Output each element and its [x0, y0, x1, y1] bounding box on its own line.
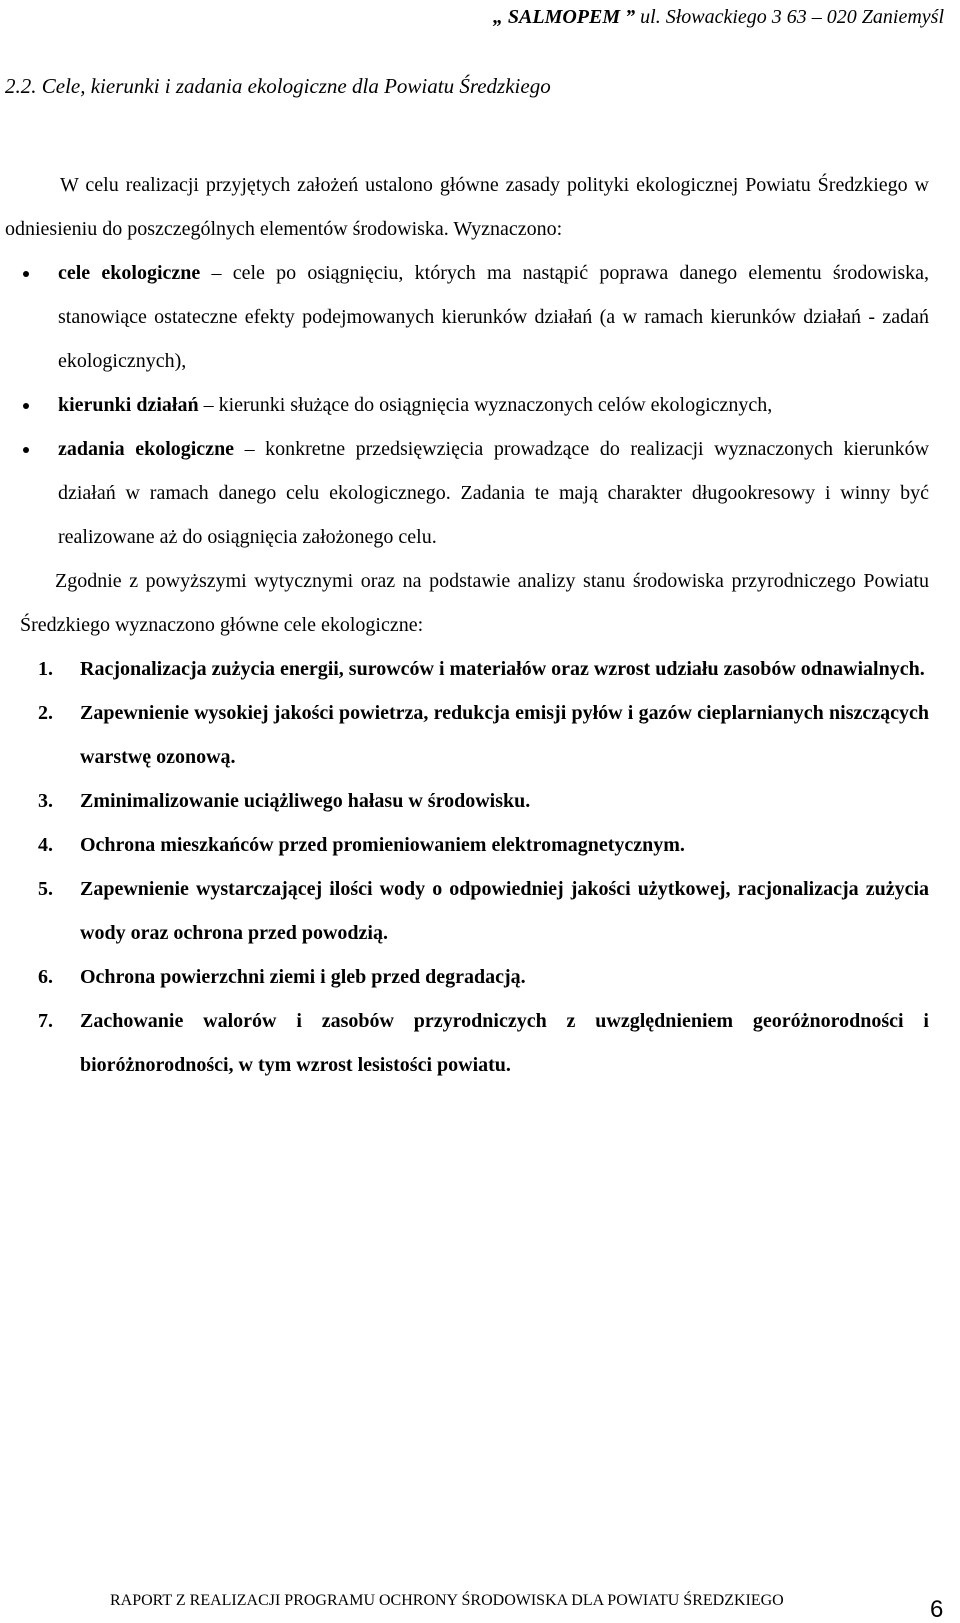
page-number: 6 [930, 1596, 944, 1623]
goal-item [5, 691, 929, 779]
goal-number: 2. [38, 702, 53, 724]
goal-text: Zminimalizowanie uciążliwego hałasu w środowisku. [80, 790, 531, 812]
definitions-list [5, 251, 929, 559]
document-body [5, 163, 929, 1087]
definition-term: zadania ekologiczne [58, 438, 235, 460]
goal-text: Zapewnienie wystarczającej ilości wody o odpowiedniej jakości użytkowej, racjonalizacja zużycia wody oraz ochrona przed powodzią. [80, 878, 929, 944]
goal-item [5, 647, 929, 691]
goal-number: 7. [38, 1010, 53, 1032]
goal-text: Zachowanie walorów i zasobów przyrodniczych z uwzględnieniem georóżnorodności i bioróżnorodności, w tym wzrost lesistości powiatu. [80, 1010, 929, 1076]
goal-text: Racjonalizacja zużycia energii, surowców i materiałów oraz wzrost udziału zasobów odnawialnych. [80, 658, 925, 680]
section-title: 2.2. Cele, kierunki i zadania ekologiczne dla Powiatu Średzkiego [5, 74, 551, 98]
definition-text: – konkretne przedsięwzięcia prowadzące do realizacji wyznaczonych kierunków działań w ramach danego celu ekologicznego. Zadania te mają charakter długookresowy i winny być realizowane aż do osiągnięcia założonego celu. [58, 438, 930, 548]
definition-text: – kierunki służące do osiągnięcia wyznaczonych celów ekologicznych, [198, 394, 773, 416]
goal-number: 1. [38, 658, 53, 680]
page-footer: RAPORT Z REALIZACJI PROGRAMU OCHRONY ŚRODOWISKA DLA POWIATU ŚREDZKIEGO [110, 1592, 784, 1609]
goal-item [5, 955, 929, 999]
definition-item [5, 427, 929, 559]
intro-paragraph: W celu realizacji przyjętych założeń ustalono główne zasady polityki ekologicznej Powiatu Średzkiego w odniesieniu do poszczególnych elementów środowiska. Wyznaczono: [5, 174, 929, 240]
company-address: ul. Słowackiego 3 63 – 020 Zaniemyśl [635, 6, 944, 28]
goal-item [5, 867, 929, 955]
bullet-icon [23, 447, 29, 453]
goal-text: Ochrona powierzchni ziemi i gleb przed degradacją. [80, 966, 526, 988]
goal-item [5, 823, 929, 867]
bullet-icon [23, 271, 29, 277]
goals-intro: Zgodnie z powyższymi wytycznymi oraz na podstawie analizy stanu środowiska przyrodniczego Powiatu Średzkiego wyznaczono główne cele ekologiczne: [20, 570, 929, 636]
bullet-icon [23, 403, 29, 409]
definition-term: kierunki działań [58, 394, 199, 416]
page-header [0, 4, 944, 30]
goal-text: Zapewnienie wysokiej jakości powietrza, redukcja emisji pyłów i gazów cieplarnianych niszczących warstwę ozonową. [80, 702, 929, 768]
goals-list [5, 647, 929, 1087]
definition-text: – cele po osiągnięciu, których ma nastąpić poprawa danego elementu środowiska, stanowiące ostateczne efekty podejmowanych kierunków działań (a w ramach kierunków działań - zadań ekologicznych), [58, 262, 930, 372]
goal-item [5, 999, 929, 1087]
company-name: „ SALMOPEM ” [492, 6, 636, 28]
goal-text: Ochrona mieszkańców przed promieniowaniem elektromagnetycznym. [80, 834, 685, 856]
goal-number: 6. [38, 966, 53, 988]
definition-item [5, 383, 929, 427]
definition-term: cele ekologiczne [58, 262, 201, 284]
goal-number: 5. [38, 878, 53, 900]
definition-item [5, 251, 929, 383]
goal-item [5, 779, 929, 823]
goal-number: 4. [38, 834, 53, 856]
goal-number: 3. [38, 790, 53, 812]
